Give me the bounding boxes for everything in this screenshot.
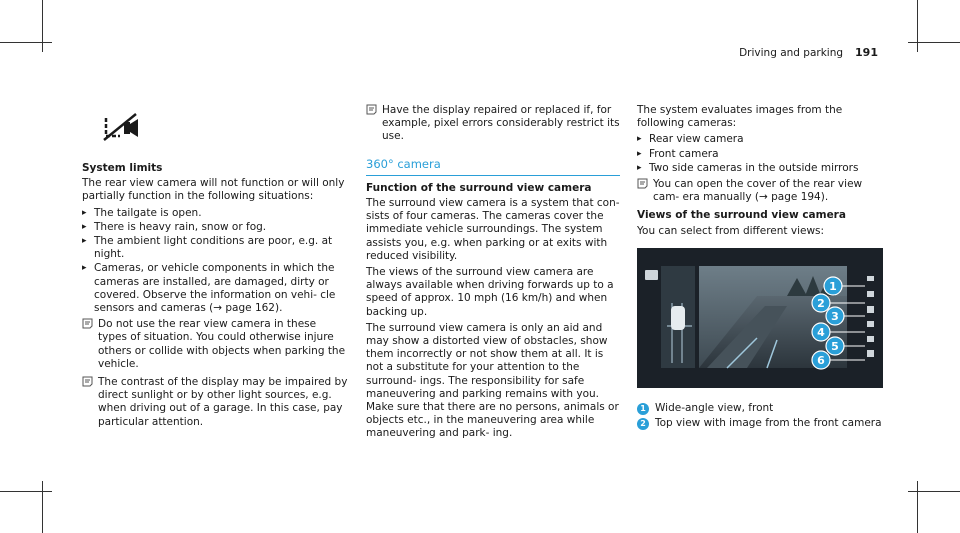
note <box>82 318 348 371</box>
crop-mark <box>42 0 43 52</box>
note <box>82 376 348 429</box>
crop-mark <box>0 491 52 492</box>
view-mode-icon <box>645 270 658 280</box>
system-limits-heading: System limits <box>82 162 163 174</box>
legend-number-badge: 1 <box>637 403 649 415</box>
column-3 <box>637 104 883 432</box>
limits-list <box>82 207 348 316</box>
function-heading: Function of the surround view camera <box>366 181 592 194</box>
legend-item <box>637 402 883 415</box>
crop-mark <box>908 491 960 492</box>
list-item: ▸ Front camera <box>637 148 883 161</box>
crop-mark <box>917 481 918 533</box>
svg-text:3: 3 <box>831 309 839 323</box>
svg-text:1: 1 <box>829 279 837 293</box>
column-1 <box>82 100 348 434</box>
list-item: ▸ Two side cameras in the outside mirrors <box>637 162 883 175</box>
legend-text: Top view with image from the front camera <box>655 417 882 430</box>
callout-badge <box>812 351 830 369</box>
callout-badge <box>812 294 830 312</box>
surround-view-screen-image <box>637 248 883 388</box>
list-item: ▸ There is heavy rain, snow or fog. <box>82 221 348 234</box>
car-topview-icon <box>671 306 685 330</box>
list-item: ▸ Rear view camera <box>637 133 883 146</box>
paragraph: The surround view camera is a system that con- sists of four cameras. The cameras cover the immediate vehicle surroundings. The system assists you, e.g. when parking or at exits with reduced visibility. <box>366 197 620 262</box>
crop-mark <box>917 0 918 52</box>
callout-badge <box>812 323 830 341</box>
callout-badge <box>826 307 844 325</box>
camera-off-icon <box>100 110 142 144</box>
svg-text:2: 2 <box>817 296 825 310</box>
info-note-icon <box>366 104 377 115</box>
paragraph: The views of the surround view camera are always available when driving forwards up to a speed of approx. 10 mph (16 km/h) and when backing up. <box>366 266 614 318</box>
info-note-icon <box>82 376 93 387</box>
note <box>366 104 620 144</box>
list-item: ▸ The ambient light conditions are poor, e.g. at night. <box>82 235 348 261</box>
callout-badge <box>824 277 842 295</box>
legend-text: Wide-angle view, front <box>655 401 774 414</box>
note-text: Have the display repaired or replaced if, for example, pixel errors considerably restrict its use. <box>382 104 620 143</box>
info-note-icon <box>637 178 648 189</box>
legend-number-badge: 2 <box>637 418 649 430</box>
page-number: 191 <box>855 46 878 59</box>
legend-item <box>637 417 883 430</box>
intro-text: The rear view camera will not function or will only partially function in the following situations: <box>82 177 345 203</box>
svg-text:5: 5 <box>831 339 839 353</box>
section-title-360-camera: 360° camera <box>366 158 620 176</box>
info-note-icon <box>82 318 93 329</box>
list-item: ▸ Cameras, or vehicle components in which the cameras are installed, are damaged, dirty or covered. Observe the information on vehi- cle sensors and cameras (→ page 162). <box>82 262 348 315</box>
column-2 <box>366 104 620 444</box>
crop-mark <box>42 481 43 533</box>
views-intro: You can select from different views: <box>637 224 825 237</box>
page-header <box>739 46 878 59</box>
note-text: Do not use the rear view camera in these types of situation. You could otherwise injure others or collide with objects when parking the vehicle. <box>98 318 346 370</box>
svg-text:6: 6 <box>817 353 825 367</box>
callout-badge <box>826 337 844 355</box>
section-title: Driving and parking <box>739 47 844 59</box>
note <box>637 178 883 204</box>
paragraph: The surround view camera is only an aid and may show a distorted view of obstacles, show them incorrectly or not show them at all. It is not a substitute for your attention to the surround- ings. The responsibility for safe maneuvering and parking remains with you. Make sure that there are no persons, animals or objects etc., in the maneuvering area while maneuvering and park- ing. <box>366 321 619 440</box>
crop-mark <box>908 42 960 43</box>
svg-text:4: 4 <box>817 325 825 339</box>
list-item: ▸ The tailgate is open. <box>82 207 348 220</box>
views-heading: Views of the surround view camera <box>637 209 846 222</box>
crop-mark <box>0 42 52 43</box>
intro-text: The system evaluates images from the following cameras: <box>637 104 843 130</box>
note-text: You can open the cover of the rear view cam- era manually (→ page 194). <box>653 178 863 204</box>
camera-list <box>637 133 883 175</box>
note-text: The contrast of the display may be impaired by direct sunlight or by other light sources, e.g. when driving out of a garage. In this case, pay particular attention. <box>98 376 348 428</box>
